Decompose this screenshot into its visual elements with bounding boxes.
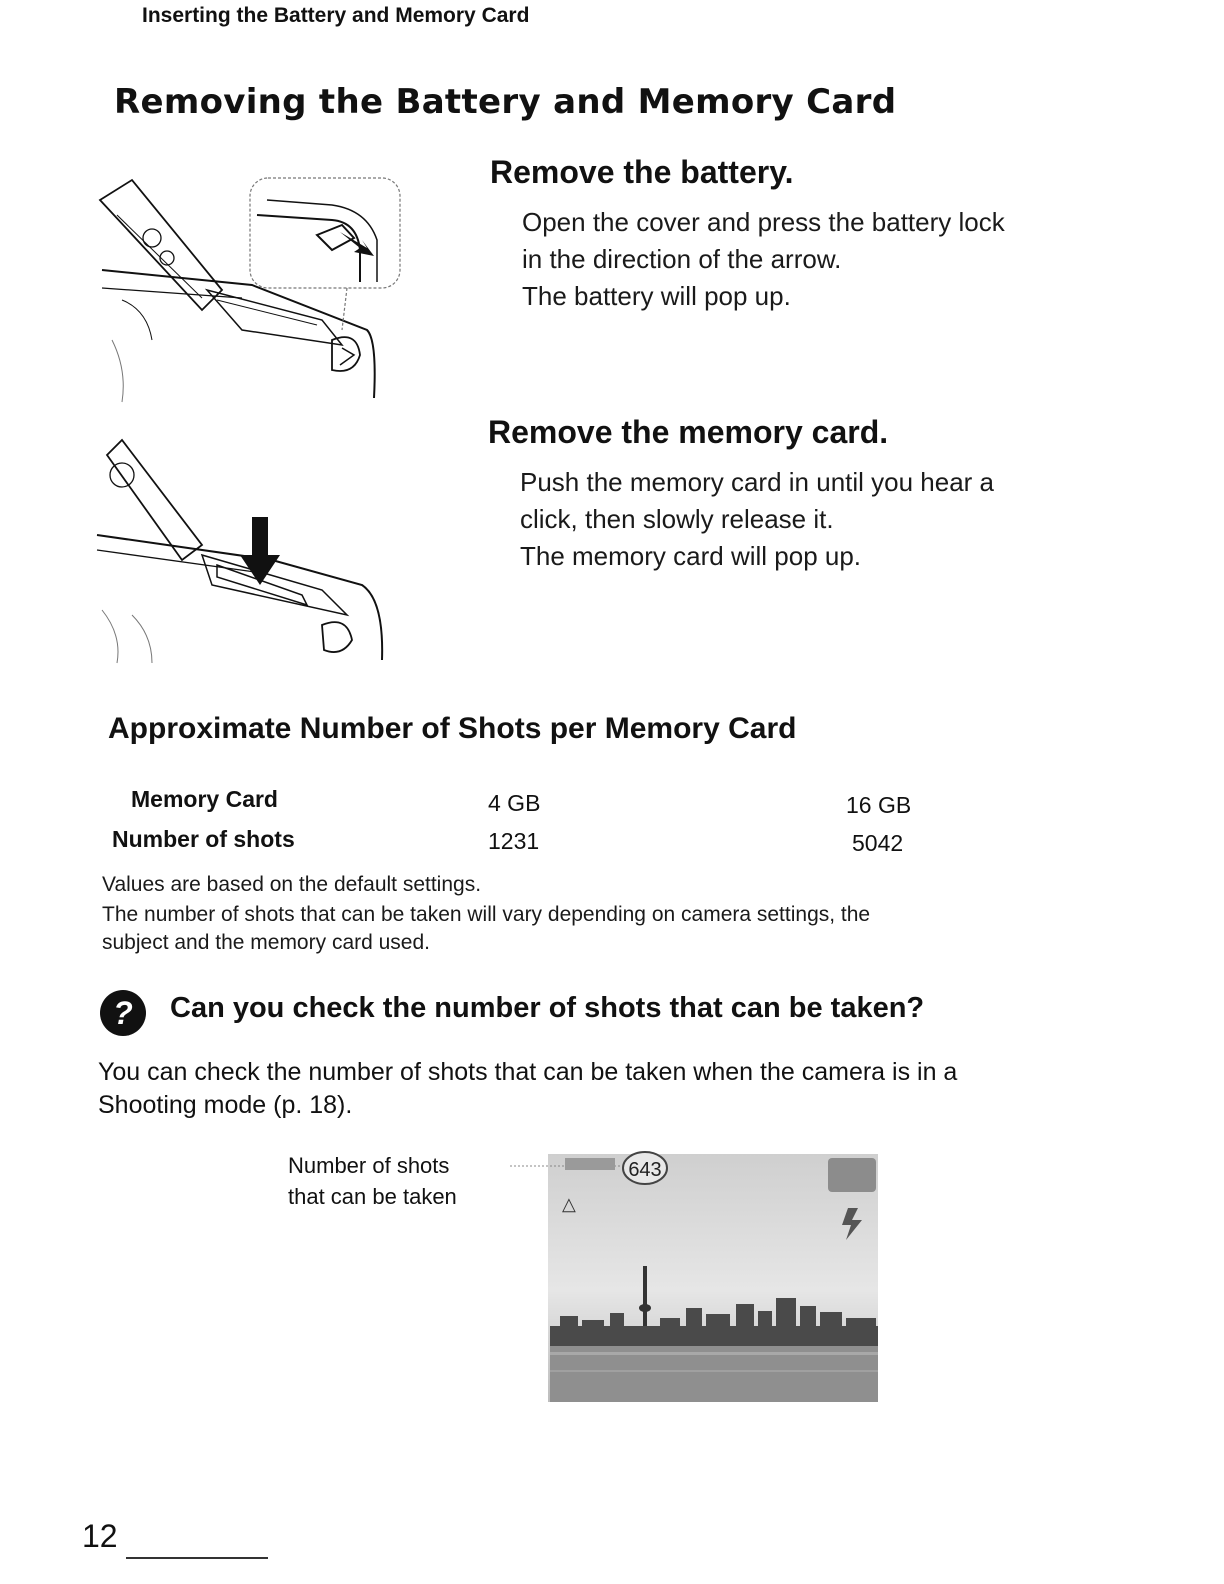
step-line: The memory card will pop up. — [520, 541, 862, 571]
shots-notes — [102, 870, 1102, 958]
capacity-cell: 16 GB — [846, 792, 912, 818]
stabilizer-icon: △ — [562, 1194, 576, 1214]
count-cell: 5042 — [852, 830, 904, 856]
note-line: Values are based on the default settings. — [102, 873, 482, 896]
step-line: Open the cover and press the battery lock — [522, 207, 1005, 237]
page-number: 12 — [82, 1518, 118, 1554]
question-line: You can check the number of shots that can be taken when the camera is in a — [98, 1058, 958, 1086]
battery-removal-illustration — [92, 170, 412, 405]
row-label-memory-card: Memory Card — [131, 786, 278, 812]
count-cell: 1231 — [488, 828, 540, 854]
camera-screen-image — [510, 1148, 882, 1406]
step-line: click, then slowly release it. — [520, 504, 834, 534]
question-body — [98, 1056, 1088, 1122]
row-label-number-of-shots: Number of shots — [112, 826, 295, 852]
step-line: The battery will pop up. — [522, 281, 791, 311]
caption-line: that can be taken — [288, 1184, 457, 1209]
step-line: in the direction of the arrow. — [522, 244, 842, 274]
screen-caption — [288, 1150, 457, 1212]
page-number-rule — [126, 1557, 268, 1559]
step-heading-memory-card: Remove the memory card. — [488, 414, 889, 450]
running-header: Inserting the Battery and Memory Card — [142, 4, 530, 27]
tower — [643, 1266, 647, 1336]
step-body-battery — [522, 204, 1005, 315]
capacity-cell: 4 GB — [488, 790, 541, 816]
question-line: Shooting mode (p. 18). — [98, 1091, 353, 1119]
step-heading-battery: Remove the battery. — [490, 154, 794, 190]
note-line: subject and the memory card used. — [102, 931, 431, 954]
shots-heading: Approximate Number of Shots per Memory Card — [108, 712, 797, 745]
shot-count-value: 643 — [628, 1159, 662, 1181]
note-line: The number of shots that can be taken will vary depending on camera settings, the — [102, 903, 871, 926]
caption-line: Number of shots — [288, 1153, 450, 1178]
memory-card-removal-illustration — [92, 435, 392, 665]
question-icon — [98, 988, 148, 1038]
step-line: Push the memory card in until you hear a — [520, 467, 995, 497]
mode-icon — [828, 1158, 876, 1192]
question-heading: Can you check the number of shots that can be taken? — [170, 992, 925, 1024]
step-body-memory-card — [520, 464, 994, 575]
svg-text:?: ? — [113, 995, 133, 1031]
section-title: Removing the Battery and Memory Card — [114, 82, 897, 122]
